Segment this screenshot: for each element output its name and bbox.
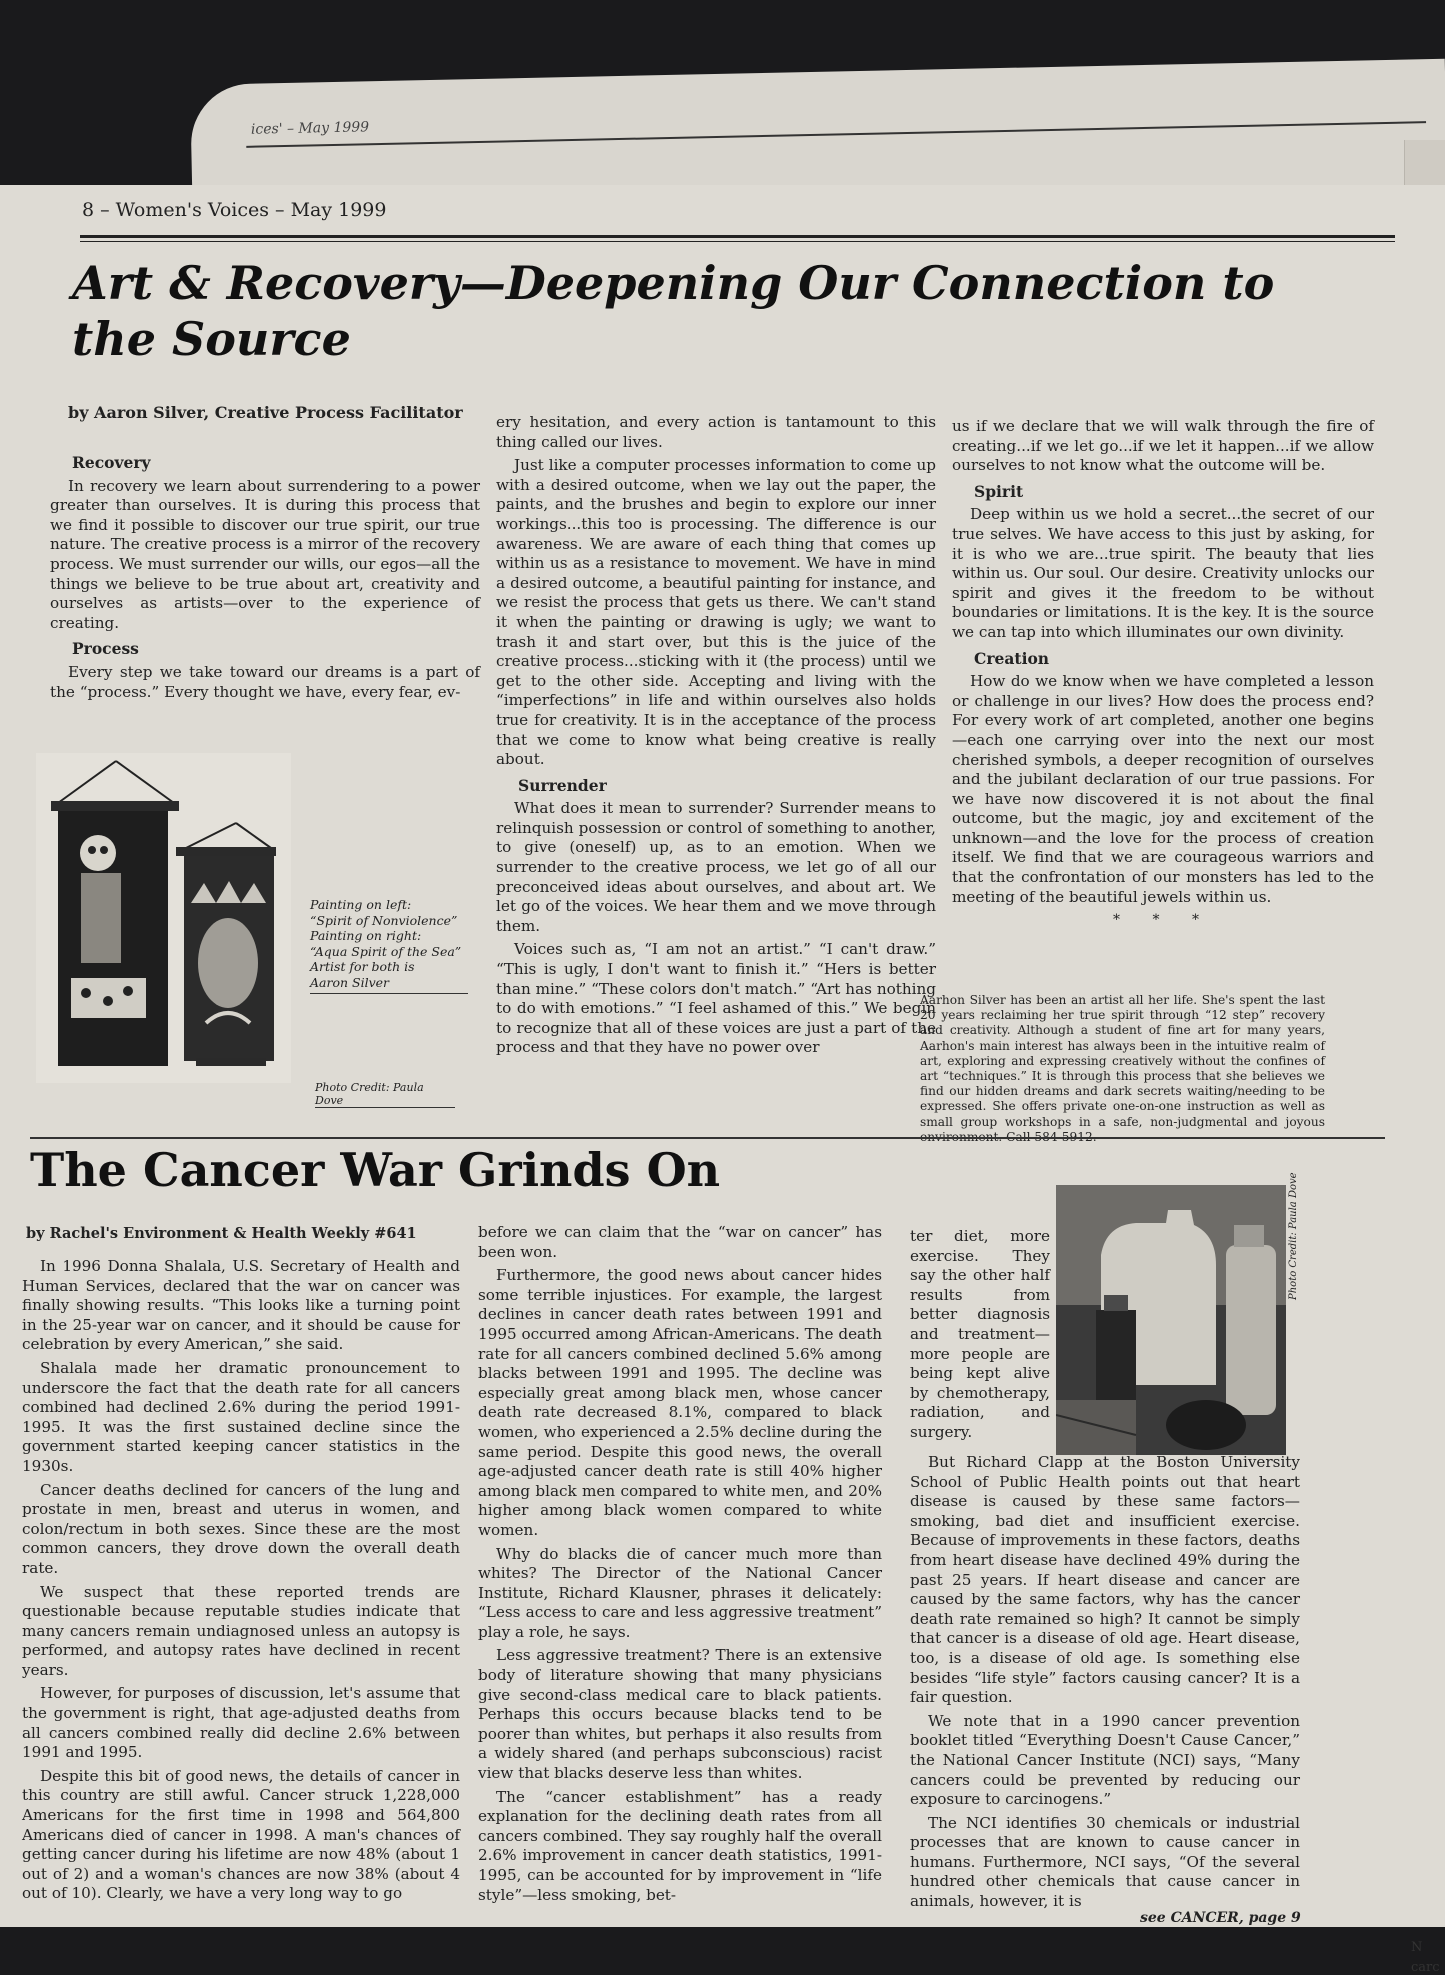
paragraph: What does it mean to surrender? Surrender means to relinquish possession or control of something to another, to give (oneself) up, as to an emotion. When we surrender to the creative process, we let go of all our preconceived ideas about ourselves, and about art. We let go of the voices. We hear them and we move through them.	[496, 799, 936, 935]
paragraph: Voices such as, “I am not an artist.” “I can't draw.” “This is ugly, I don't want to finish it.” “Hers is better than mine.” “These colors don't match.” “Art has nothing to do with emotions.” “I feel ashamed of this.” We begin to recognize that all of these voices are just a part of the process and that they have no power over	[496, 940, 936, 1057]
section-heading-recovery: Recovery	[72, 453, 151, 472]
section-break-stars: * * *	[1113, 912, 1213, 929]
article-byline: by Rachel's Environment & Health Weekly #641	[26, 1225, 417, 1242]
caption-line: Painting on left:	[310, 897, 412, 912]
paragraph: Every step we take toward our dreams is a part of the “process.” Every thought we have, every fear, ev-	[50, 662, 480, 701]
caption-line: Painting on right:	[310, 928, 422, 943]
article-column-3	[910, 1453, 1300, 1916]
paragraph: ter diet, more exercise. They say the other half results from better diagnosis and treatment—more people are being kept alive by chemotherapy, radiation, and surgery.	[910, 1227, 1050, 1441]
paragraph: Furthermore, the good news about cancer hides some terrible injustices. For example, the largest declines in cancer death rates between 1991 and 1995 occurred among African-Americans. The death rate for all cancers combined declined 5.6% among blacks between 1991 and 1995. The decline was especially great among black men, whose cancer death rate decreased 8.1%, compared to black women, who experienced a 2.5% decline during the same period. Despite this good news, the overall age-adjusted cancer death rate is still 40% higher among black men compared to white men, and 20% higher among black women compared to white women.	[478, 1266, 882, 1539]
paragraph: Deep within us we hold a secret...the secret of our true selves. We have access to this just by asking, for it is who we are...true spirit. The beauty that lies within us. Our soul. Our desire. Creativity unlocks our spirit and gives it the freedom to be without boundaries or limitations. It is the key. It is the source we can tap into which illuminates our own divinity.	[952, 505, 1374, 641]
paragraph: Shalala made her dramatic pronouncement to underscore the fact that the death rate for all cancers combined had declined 2.6% during the period 1991-1995. It was the first sustained decline since the government started keeping cancer statistics in the 1930s.	[22, 1358, 460, 1475]
back-page-rule	[246, 121, 1426, 148]
paragraph: Just like a computer processes information to come up with a desired outcome, when we lay out the paper, the paints, and the brushes and begin to explore our inner workings...this too is processing. The difference is our awareness. We are aware of each thing that comes up within us as a resistance to movement. We have in mind a desired outcome, a beautiful painting for instance, and we resist the process that gets us there. We can't stand it when the painting or drawing is ugly; we want to trash it and start over, but this is the juice of the creative process...sticking with it (the process) until we get to the other side. Accepting and living with the “imperfections” in life and within ourselves also holds true for creativity. It is in the acceptance of the process that we come to know what being creative is really about.	[496, 456, 936, 769]
article-column-3-narrow	[910, 1227, 1050, 1447]
article-column-2	[496, 413, 936, 1062]
header-rule	[80, 235, 1395, 238]
paragraph: How do we know when we have completed a lesson or challenge in our lives? How does the process end? For every work of art completed, another one begins—each one carrying over into the next our most cherished symbols, a deeper recognition of ourselves and the jubilant declaration of our true passions. For we have now discovered it is not about the final outcome, but the magic, joy and excitement of the unknown—and the love for the process of creation itself. We find that we are courageous warriors and that the confrontation of our monsters has led to the meeting of the beautiful jewels within us.	[952, 672, 1374, 906]
strip-text: N	[1411, 1940, 1423, 1955]
paragraph: Less aggressive treatment? There is an extensive body of literature showing that many physicians give second-class medical care to black patients. Perhaps this occurs because blacks tend to be poorer than whites, but perhaps it also results from a widely shared (and perhaps subconscious) racist view that blacks deserve less than whites.	[478, 1646, 882, 1783]
caption-line: Aaron Silver	[310, 974, 389, 990]
paragraph: We note that in a 1990 cancer prevention booklet titled “Everything Doesn't Cause Cancer,” the National Cancer Institute (NCI) says, “Many cancers could be prevented by reducing our exposure to carcinogens.”	[910, 1711, 1300, 1809]
household-chemicals-photo	[1056, 1185, 1286, 1455]
article-column-3	[952, 417, 1374, 937]
back-page-header: ices' – May 1999	[250, 119, 370, 138]
photo-credit: Photo Credit: Paula Dove	[1288, 1172, 1299, 1300]
paragraph: us if we declare that we will walk through the fire of creating...if we let go...if we let it happen...if we allow ourselves to not know what the outcome will be.	[952, 417, 1374, 475]
paragraph: In recovery we learn about surrendering to a power greater than ourselves. It is during this process that we find it possible to discover our true spirit, our true nature. The creative process is a mirror of the recovery process. We must surrender our wills, our egos—all the things we believe to be true about art, creativity and ourselves as artists—over to the experience of creating.	[50, 476, 480, 632]
section-heading-spirit: Spirit	[974, 481, 1024, 501]
paragraph: We suspect that these reported trends are questionable because reputable studies indicate that many cancers remain undiagnosed unless an autopsy is performed, and autopsy rates have declined in recent years.	[22, 1582, 460, 1679]
paragraph: Why do blacks die of cancer much more than whites? The Director of the National Cancer Institute, Richard Klausner, phrases it delicately: “Less access to care and less aggressive treatment” play a role, he says.	[478, 1544, 882, 1641]
continued-jump-line: see CANCER, page 9	[1140, 1910, 1301, 1926]
author-bio: Aarhon Silver has been an artist all her life. She's spent the last 20 years reclaiming her true spirit through “12 step” recovery and creativity. Although a student of fine art for many years, Aarhon's main interest has always been in the intuitive realm of art, exploring and expressing creatively without the confines of art “techniques.” It is through this process that she believes we find our hidden dreams and dark secrets waiting/needing to be expressed. She offers private one-on-one instruction as well as small group workshops in a safe, non-judgmental and joyous environment. Call 584-5912.	[920, 993, 1325, 1144]
paragraph: ery hesitation, and every action is tantamount to this thing called our lives.	[496, 413, 936, 451]
painting-illustration	[36, 753, 291, 1083]
article-column-2	[478, 1223, 882, 1909]
page-header: 8 – Women's Voices – May 1999	[82, 199, 387, 221]
header-rule-thin	[80, 241, 1395, 242]
paragraph: The “cancer establishment” has a ready explanation for the declining death rates from all cancers combined. They say roughly half the overall 2.6% improvement in cancer death statistics, 1991-1995, can be accounted for by improvement in “life style”—less smoking, bet-	[478, 1787, 882, 1904]
caption-line: “Spirit of Nonviolence”	[310, 912, 458, 928]
caption-line: Artist for both is	[310, 959, 415, 974]
photo-credit: Photo Credit: Paula Dove	[315, 1081, 455, 1108]
article-column-1	[22, 1257, 460, 1908]
paragraph: before we can claim that the “war on cancer” has been won.	[478, 1223, 882, 1261]
paragraph: But Richard Clapp at the Boston University School of Public Health points out that heart disease is caused by these same factors—smoking, bad diet and insufficient exercise. Because of improvements in these factors, deaths from heart disease have declined 49% during the past 25 years. If heart disease and cancer are caused by the same factors, why has the cancer death rate remained so high? It cannot be simply that cancer is a disease of old age. Heart disease, too, is a disease of old age. Is something else besides “life style” factors causing cancer? It is a fair question.	[910, 1453, 1300, 1707]
painting-caption	[310, 897, 468, 994]
article-headline: Art & Recovery—Deepening Our Connection to the Source	[72, 256, 1275, 366]
paragraph: The NCI identifies 30 chemicals or industrial processes that are known to cause cancer in humans. Furthermore, NCI says, “Of the several hundred other chemicals that cause cancer in animals, however, it is	[910, 1813, 1300, 1911]
article-divider	[30, 1137, 1385, 1139]
strip-text: carc	[1411, 1960, 1440, 1975]
cancer-photo	[1056, 1185, 1286, 1455]
article-headline: The Cancer War Grinds On	[30, 1143, 721, 1197]
paragraph: Cancer deaths declined for cancers of the lung and prostate in men, breast and uterus in women, and colon/rectum in both sexes. Since these are the most common cancers, they drove down the overall death rate.	[22, 1480, 460, 1577]
section-heading-process: Process	[72, 639, 139, 659]
paragraph: However, for purposes of discussion, let's assume that the government is right, that age-adjusted deaths from all cancers combined really did decline 2.6% between 1991 and 1995.	[22, 1684, 460, 1762]
article-column-1	[50, 447, 480, 706]
newspaper-page	[0, 185, 1445, 1927]
section-heading-creation: Creation	[974, 648, 1050, 668]
article-byline: by Aaron Silver, Creative Process Facilitator	[68, 403, 463, 422]
paragraph: In 1996 Donna Shalala, U.S. Secretary of Health and Human Services, declared that the war on cancer was finally showing results. “This looks like a turning point in the 25-year war on cancer, and it should be cause for celebration by every American,” she said.	[22, 1257, 460, 1354]
paragraph: Despite this bit of good news, the details of cancer in this country are still awful. Cancer struck 1,228,000 Americans for the first time in 1998 and 564,800 Americans died of cancer in 1998. A man's chances of getting cancer during his lifetime are now 48% (about 1 out of 2) and a woman's chances are now 38% (about 4 out of 10). Clearly, we have a very long way to go	[22, 1766, 460, 1903]
section-heading-surrender: Surrender	[518, 775, 607, 795]
painting-photo	[36, 753, 291, 1083]
caption-line: “Aqua Spirit of the Sea”	[310, 943, 462, 959]
